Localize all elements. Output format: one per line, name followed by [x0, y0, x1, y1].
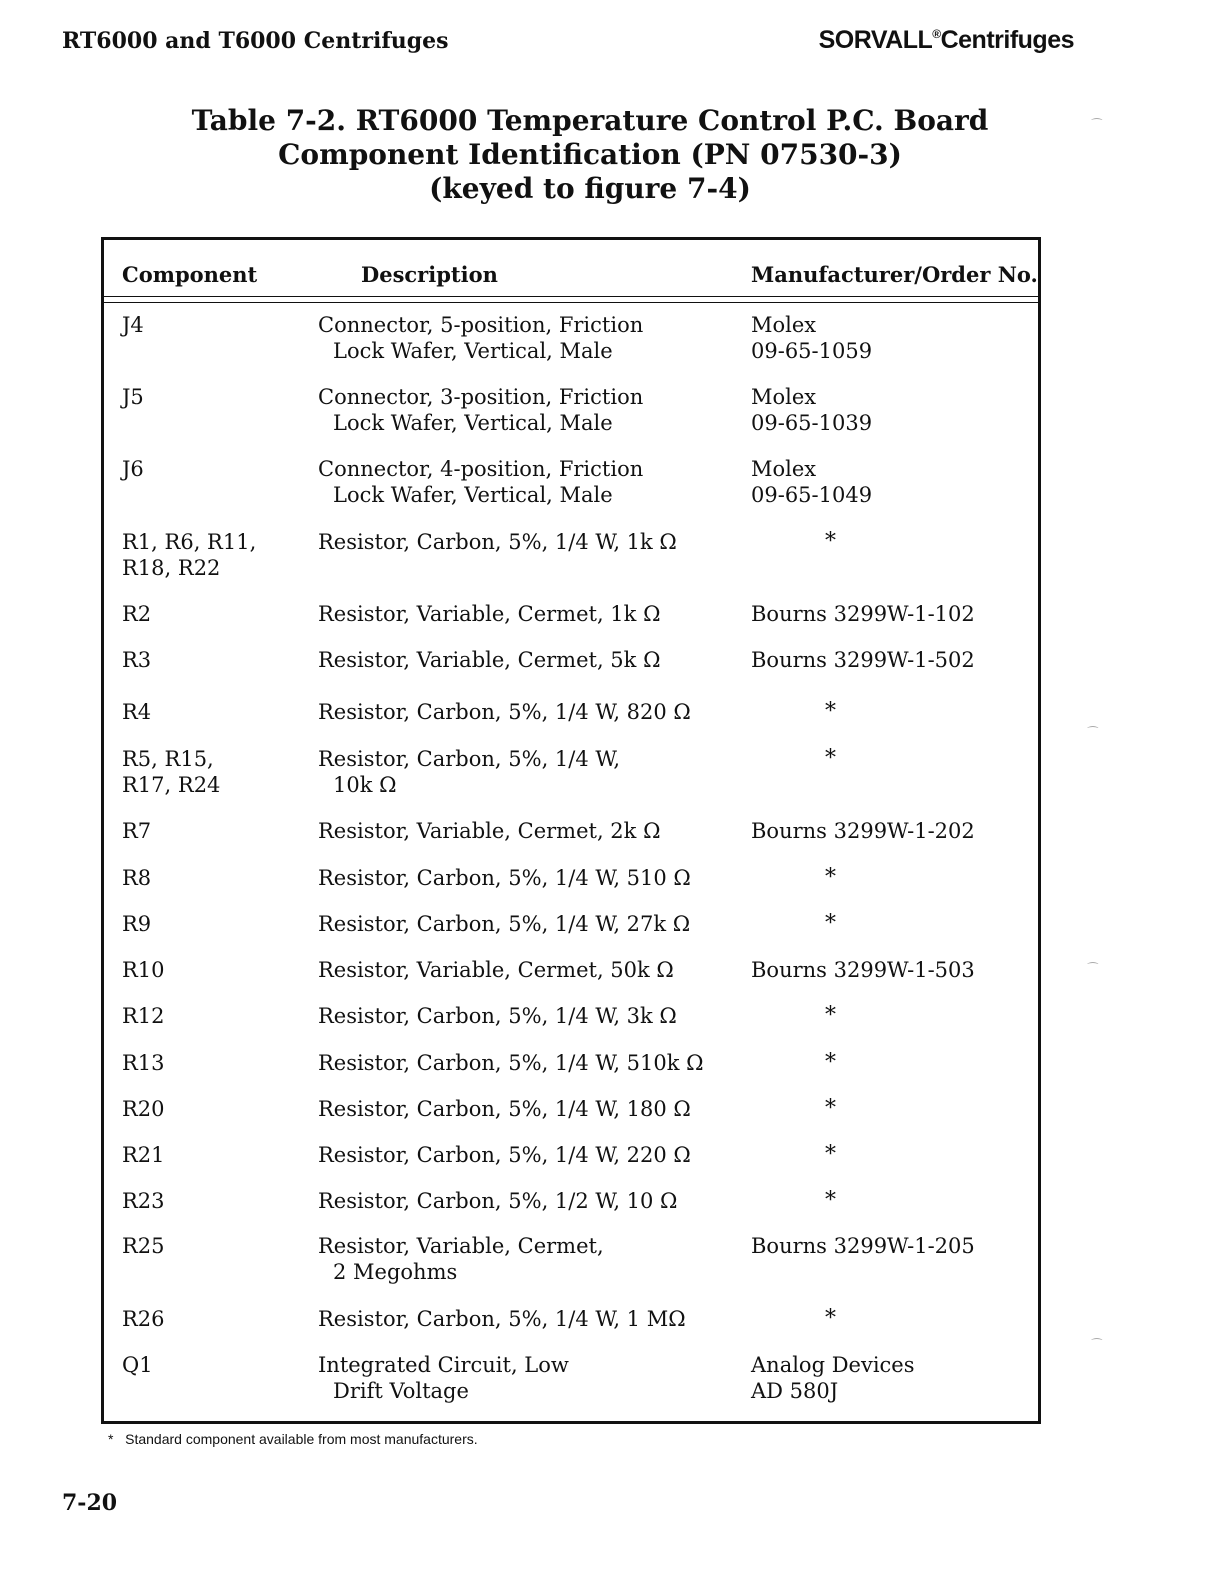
description-line: Lock Wafer, Vertical, Male	[333, 483, 613, 507]
description-line: Resistor, Variable, Cermet, 5k Ω	[318, 648, 661, 672]
manufacturer-cell	[751, 456, 1031, 508]
component-line: R3	[122, 648, 152, 672]
manufacturer-cell	[751, 384, 1031, 436]
component-line: R10	[122, 958, 165, 982]
description-cell	[318, 911, 738, 937]
component-line: J4	[122, 313, 144, 337]
standard-component-marker	[825, 911, 836, 937]
description-cell	[318, 1352, 738, 1404]
running-header-left: RT6000 and T6000 Centrifuges	[62, 28, 449, 54]
component-cell	[122, 647, 302, 673]
manufacturer-cell	[751, 1233, 1031, 1259]
description-cell	[318, 1233, 738, 1285]
description-cell	[318, 384, 738, 436]
description-line: Resistor, Variable, Cermet,	[318, 1234, 604, 1258]
description-line: Resistor, Carbon, 5%, 1/4 W, 820 Ω	[318, 700, 691, 724]
manufacturer-line: *	[825, 746, 836, 771]
description-line: Resistor, Carbon, 5%, 1/4 W, 27k Ω	[318, 912, 691, 936]
column-header-component: Component	[122, 262, 258, 287]
description-line: Resistor, Carbon, 5%, 1/4 W, 1k Ω	[318, 530, 677, 554]
standard-component-marker	[825, 1142, 836, 1168]
component-cell	[122, 1050, 302, 1076]
description-line: Resistor, Carbon, 5%, 1/4 W,	[318, 747, 620, 771]
running-header-right	[819, 26, 1074, 55]
component-line: R5, R15,	[122, 747, 214, 771]
manufacturer-line: Bourns 3299W-1-503	[751, 958, 975, 982]
title-line-2: Component Identification (PN 07530-3)	[278, 138, 902, 171]
description-cell	[318, 456, 738, 508]
component-line: J6	[122, 457, 144, 481]
component-cell	[122, 1233, 302, 1259]
component-cell	[122, 529, 302, 581]
component-line: R1, R6, R11,	[122, 530, 257, 554]
component-cell	[122, 1352, 302, 1378]
column-header-manufacturer: Manufacturer/Order No.	[751, 262, 1038, 287]
manufacturer-line: *	[825, 699, 836, 724]
description-line: Resistor, Carbon, 5%, 1/4 W, 180 Ω	[318, 1097, 691, 1121]
scan-artifact: ⁀	[1092, 1338, 1102, 1352]
standard-component-marker	[825, 1306, 836, 1332]
component-cell	[122, 818, 302, 844]
component-line: R25	[122, 1234, 165, 1258]
component-line: J5	[122, 385, 144, 409]
standard-component-marker	[825, 746, 836, 772]
manufacturer-line: Bourns 3299W-1-202	[751, 819, 975, 843]
header-rule-bottom	[104, 302, 1038, 303]
component-line: R13	[122, 1051, 165, 1075]
manufacturer-cell	[751, 601, 1031, 627]
component-line: R8	[122, 866, 152, 890]
manufacturer-line: *	[825, 1188, 836, 1213]
manufacturer-cell	[751, 957, 1031, 983]
description-line: Resistor, Variable, Cermet, 50k Ω	[318, 958, 674, 982]
description-line: Resistor, Variable, Cermet, 2k Ω	[318, 819, 661, 843]
manufacturer-line: *	[825, 1142, 836, 1167]
description-line: Resistor, Carbon, 5%, 1/4 W, 220 Ω	[318, 1143, 691, 1167]
component-cell	[122, 456, 302, 482]
manufacturer-line: Bourns 3299W-1-205	[751, 1234, 975, 1258]
description-line: Resistor, Carbon, 5%, 1/2 W, 10 Ω	[318, 1189, 678, 1213]
standard-component-marker	[825, 1050, 836, 1076]
title-line-3: (keyed to figure 7-4)	[429, 172, 751, 205]
component-cell	[122, 384, 302, 410]
description-line: Lock Wafer, Vertical, Male	[333, 339, 613, 363]
brand-name: SORVALL	[818, 26, 933, 54]
scan-artifact: ⁀	[1088, 726, 1098, 740]
component-line: R18, R22	[122, 556, 221, 580]
manufacturer-cell	[751, 818, 1031, 844]
standard-component-marker	[825, 865, 836, 891]
description-cell	[318, 957, 738, 983]
standard-component-marker	[825, 529, 836, 555]
description-line: Connector, 4-position, Friction	[318, 457, 644, 481]
header-rule-top	[104, 296, 1038, 297]
brand-tail: Centrifuges	[940, 26, 1074, 54]
manufacturer-line: *	[825, 1096, 836, 1121]
description-line: Resistor, Carbon, 5%, 1/4 W, 510k Ω	[318, 1051, 704, 1075]
component-cell	[122, 746, 302, 798]
component-cell	[122, 699, 302, 725]
manufacturer-line: *	[825, 911, 836, 936]
manufacturer-line: 09-65-1059	[751, 339, 873, 363]
description-cell	[318, 818, 738, 844]
description-line: Resistor, Carbon, 5%, 1/4 W, 510 Ω	[318, 866, 691, 890]
component-line: R4	[122, 700, 152, 724]
description-line: 2 Megohms	[333, 1260, 458, 1284]
component-cell	[122, 1003, 302, 1029]
manufacturer-cell	[751, 312, 1031, 364]
description-line: Resistor, Carbon, 5%, 1/4 W, 3k Ω	[318, 1004, 677, 1028]
description-cell	[318, 1306, 738, 1332]
description-cell	[318, 601, 738, 627]
manufacturer-line: *	[825, 865, 836, 890]
component-cell	[122, 1096, 302, 1122]
component-cell	[122, 865, 302, 891]
component-cell	[122, 312, 302, 338]
description-cell	[318, 1096, 738, 1122]
component-line: R21	[122, 1143, 165, 1167]
component-cell	[122, 957, 302, 983]
component-cell	[122, 1142, 302, 1168]
description-line: Drift Voltage	[333, 1379, 469, 1403]
description-line: Lock Wafer, Vertical, Male	[333, 411, 613, 435]
footnote-marker: *	[108, 1431, 114, 1447]
page-number: 7-20	[62, 1490, 118, 1516]
standard-component-marker	[825, 1188, 836, 1214]
table-title	[120, 104, 1060, 206]
manufacturer-line: Molex	[751, 385, 817, 409]
description-cell	[318, 1142, 738, 1168]
standard-component-marker	[825, 699, 836, 725]
description-cell	[318, 312, 738, 364]
scan-artifact: ⁀	[1088, 962, 1098, 976]
manufacturer-line: AD 580J	[751, 1379, 839, 1403]
manufacturer-line: Molex	[751, 457, 817, 481]
standard-component-marker	[825, 1003, 836, 1029]
manufacturer-line: Analog Devices	[751, 1353, 915, 1377]
standard-component-marker	[825, 1096, 836, 1122]
description-cell	[318, 865, 738, 891]
description-cell	[318, 1188, 738, 1214]
component-line: R7	[122, 819, 152, 843]
scan-artifact: ⁀	[1092, 118, 1102, 132]
description-line: Integrated Circuit, Low	[318, 1353, 569, 1377]
component-line: R12	[122, 1004, 165, 1028]
component-cell	[122, 1188, 302, 1214]
manufacturer-line: *	[825, 1306, 836, 1331]
component-cell	[122, 911, 302, 937]
manufacturer-line: *	[825, 529, 836, 554]
component-cell	[122, 1306, 302, 1332]
component-line: R20	[122, 1097, 165, 1121]
footnote	[108, 1431, 478, 1447]
manufacturer-cell	[751, 1352, 1031, 1404]
description-cell	[318, 699, 738, 725]
component-line: R23	[122, 1189, 165, 1213]
component-cell	[122, 601, 302, 627]
description-line: 10k Ω	[333, 773, 397, 797]
component-line: R26	[122, 1307, 165, 1331]
manufacturer-line: *	[825, 1050, 836, 1075]
description-line: Resistor, Carbon, 5%, 1/4 W, 1 MΩ	[318, 1307, 686, 1331]
description-line: Resistor, Variable, Cermet, 1k Ω	[318, 602, 661, 626]
description-line: Connector, 3-position, Friction	[318, 385, 644, 409]
component-line: R2	[122, 602, 152, 626]
manufacturer-line: Bourns 3299W-1-502	[751, 648, 975, 672]
manufacturer-line: 09-65-1039	[751, 411, 873, 435]
manufacturer-line: 09-65-1049	[751, 483, 873, 507]
description-cell	[318, 1003, 738, 1029]
component-line: R9	[122, 912, 152, 936]
manufacturer-line: Bourns 3299W-1-102	[751, 602, 975, 626]
footnote-text: Standard component available from most manufacturers.	[125, 1431, 478, 1447]
component-line: Q1	[122, 1353, 153, 1377]
registered-mark: ®	[932, 27, 941, 41]
manufacturer-line: *	[825, 1003, 836, 1028]
description-cell	[318, 1050, 738, 1076]
component-line: R17, R24	[122, 773, 221, 797]
manufacturer-cell	[751, 647, 1031, 673]
description-line: Connector, 5-position, Friction	[318, 313, 644, 337]
description-cell	[318, 647, 738, 673]
description-cell	[318, 746, 738, 798]
manufacturer-line: Molex	[751, 313, 817, 337]
description-cell	[318, 529, 738, 555]
title-line-1: Table 7-2. RT6000 Temperature Control P.C. Board	[191, 104, 989, 137]
column-header-description: Description	[361, 262, 498, 287]
